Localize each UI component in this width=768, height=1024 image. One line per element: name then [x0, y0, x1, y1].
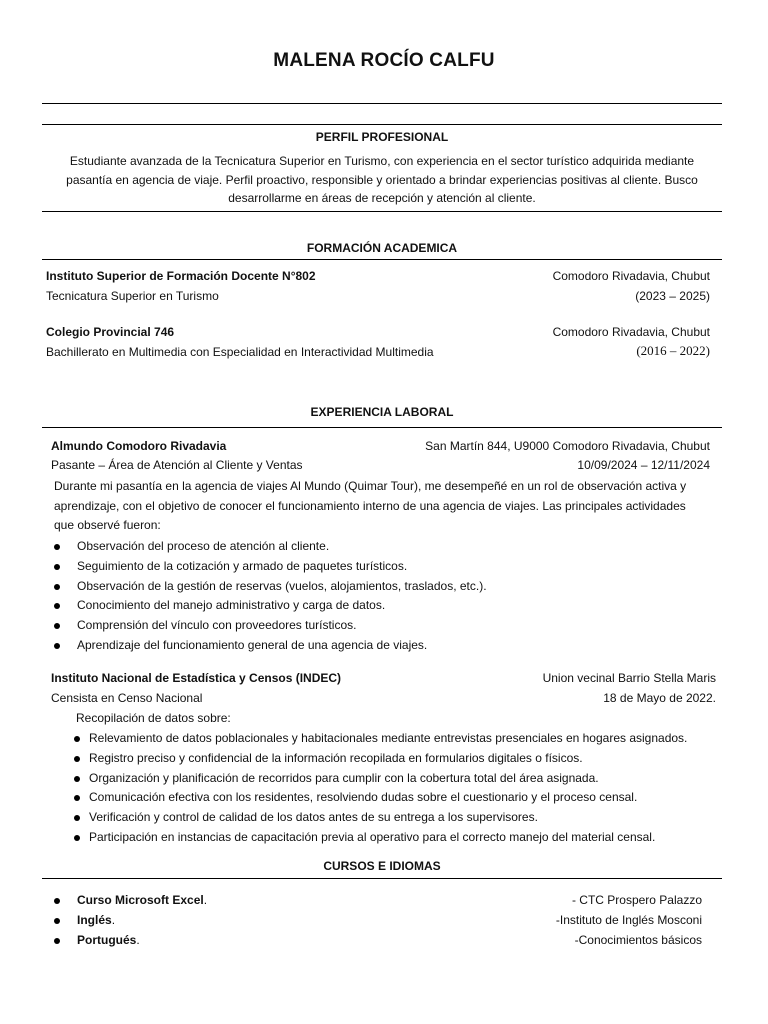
- bullet-icon: [54, 584, 60, 590]
- list-item-text: Comunicación efectiva con los residentes, resolviendo dudas sobre el cuestionario y el proceso censal.: [89, 790, 638, 805]
- education-degree: Tecnicatura Superior en Turismo: [46, 289, 219, 303]
- divider: [42, 211, 722, 212]
- course-name: Curso Microsoft Excel: [77, 893, 204, 907]
- list-item-text: Observación de la gestión de reservas (vuelos, alojamientos, traslados, etc.).: [77, 578, 487, 593]
- education-dates: (2023 – 2025): [635, 289, 710, 303]
- bullet-icon: [54, 938, 60, 944]
- education-institution: Colegio Provincial 746: [46, 325, 175, 339]
- profile-line: pasantía en agencia de viaje. Perfil proactivo, responsible y orientado a brindar experiencias positivas al cliente. Busco: [66, 172, 698, 187]
- bullet-icon: [54, 623, 60, 629]
- list-item: [74, 828, 687, 848]
- job-company: Almundo Comodoro Rivadavia: [51, 439, 227, 453]
- job-bullet-list: [74, 729, 687, 848]
- list-item: [74, 729, 687, 749]
- bullet-icon: [74, 795, 80, 801]
- divider: [42, 124, 722, 125]
- courses-section-title: CURSOS E IDIOMAS: [323, 859, 441, 873]
- list-item: [54, 636, 487, 656]
- job-location: Union vecinal Barrio Stella Maris: [542, 671, 716, 685]
- course-source: -Conocimientos básicos: [574, 932, 702, 947]
- bullet-icon: [54, 918, 60, 924]
- bullet-icon: [54, 643, 60, 649]
- bullet-icon: [54, 603, 60, 609]
- bullet-icon: [74, 835, 80, 841]
- list-item-text: Observación del proceso de atención al cliente.: [77, 539, 330, 553]
- profile-section-title: PERFIL PROFESIONAL: [315, 130, 449, 144]
- experience-section-title: EXPERIENCIA LABORAL: [310, 405, 454, 419]
- education-location: Comodoro Rivadavia, Chubut: [552, 325, 710, 339]
- job-bullet-list: [54, 537, 487, 656]
- list-item: [74, 769, 687, 789]
- bullet-icon: [54, 898, 60, 904]
- list-item: [74, 808, 687, 828]
- list-item: [54, 891, 702, 911]
- profile-line: Estudiante avanzada de la Tecnicatura Superior en Turismo, con experiencia en el sector turístico adquirida mediante: [69, 154, 695, 168]
- education-institution: Instituto Superior de Formación Docente N°802: [46, 269, 316, 283]
- course-suffix: .: [136, 932, 140, 947]
- list-item-text: Registro preciso y confidencial de la información recopilada en formularios digitales o físicos.: [89, 750, 583, 765]
- job-description-line: aprendizaje, con el objetivo de conocer el funcionamiento interno de una agencia de viajes. Las principales actividades: [54, 498, 686, 513]
- divider: [42, 878, 722, 879]
- course-source: -Instituto de Inglés Mosconi: [555, 912, 702, 927]
- courses-list: [54, 891, 702, 950]
- bullet-icon: [54, 544, 60, 550]
- education-degree: Bachillerato en Multimedia con Especialidad en Interactividad Multimedia: [46, 345, 434, 359]
- job-intro: Recopilación de datos sobre:: [76, 711, 231, 725]
- list-item-text: Relevamiento de datos poblacionales y habitacionales mediante entrevistas presenciales en hogares asignados.: [89, 731, 688, 745]
- list-item: [54, 596, 487, 616]
- list-item: [54, 577, 487, 597]
- divider: [42, 259, 722, 260]
- job-dates: 10/09/2024 – 12/11/2024: [577, 458, 710, 472]
- bullet-icon: [54, 564, 60, 570]
- list-item-text: Seguimiento de la cotización y armado de paquetes turísticos.: [77, 558, 408, 573]
- bullet-icon: [74, 736, 80, 742]
- list-item: [54, 931, 702, 951]
- course-suffix: .: [111, 912, 116, 927]
- list-item: [54, 616, 487, 636]
- list-item-text: Comprensión del vínculo con proveedores turísticos.: [77, 618, 357, 633]
- list-item: [74, 749, 687, 769]
- list-item: [54, 557, 487, 577]
- list-item-text: Verificación y control de calidad de los datos antes de su entrega a los supervisores.: [89, 810, 538, 825]
- profile-line: desarrollarme en áreas de recepción y atención al cliente.: [228, 191, 536, 205]
- list-item-text: Organización y planificación de recorridos para cumplir con la cobertura total del área asignada.: [89, 770, 599, 785]
- education-dates: (2016 – 2022): [636, 343, 710, 358]
- list-item: [74, 788, 687, 808]
- job-role: Pasante – Área de Atención al Cliente y Ventas: [51, 458, 303, 472]
- bullet-icon: [74, 776, 80, 782]
- job-description-line: Durante mi pasantía en la agencia de viajes Al Mundo (Quimar Tour), me desempeñé en un rol de observación activa y: [54, 479, 687, 493]
- list-item: [54, 537, 487, 557]
- divider: [42, 103, 722, 104]
- divider: [42, 427, 722, 428]
- list-item-text: Participación en instancias de capacitación previa al operativo para el correcto manejo del material censal.: [89, 829, 656, 844]
- education-location: Comodoro Rivadavia, Chubut: [552, 269, 710, 283]
- course-source: - CTC Prospero Palazzo: [571, 893, 702, 907]
- job-company: Instituto Nacional de Estadística y Censos (INDEC): [51, 671, 342, 685]
- list-item: [54, 911, 702, 931]
- bullet-icon: [74, 756, 80, 762]
- course-name: Portugués: [77, 932, 137, 947]
- job-location: San Martín 844, U9000 Comodoro Rivadavia, Chubut: [425, 439, 710, 453]
- job-description-line: que observé fueron:: [54, 518, 161, 532]
- list-item-text: Aprendizaje del funcionamiento general de una agencia de viajes.: [77, 637, 428, 652]
- job-role: Censista en Censo Nacional: [51, 691, 203, 705]
- list-item-text: Conocimiento del manejo administrativo y carga de datos.: [77, 598, 386, 613]
- bullet-icon: [74, 815, 80, 821]
- candidate-name: MALENA ROCÍO CALFU: [273, 50, 495, 71]
- course-name: Inglés: [77, 912, 112, 927]
- job-description: [54, 477, 726, 536]
- profile-summary: [46, 152, 718, 208]
- job-dates: 18 de Mayo de 2022.: [603, 691, 716, 705]
- education-section-title: FORMACIÓN ACADEMICA: [306, 241, 458, 255]
- course-suffix: .: [203, 893, 208, 907]
